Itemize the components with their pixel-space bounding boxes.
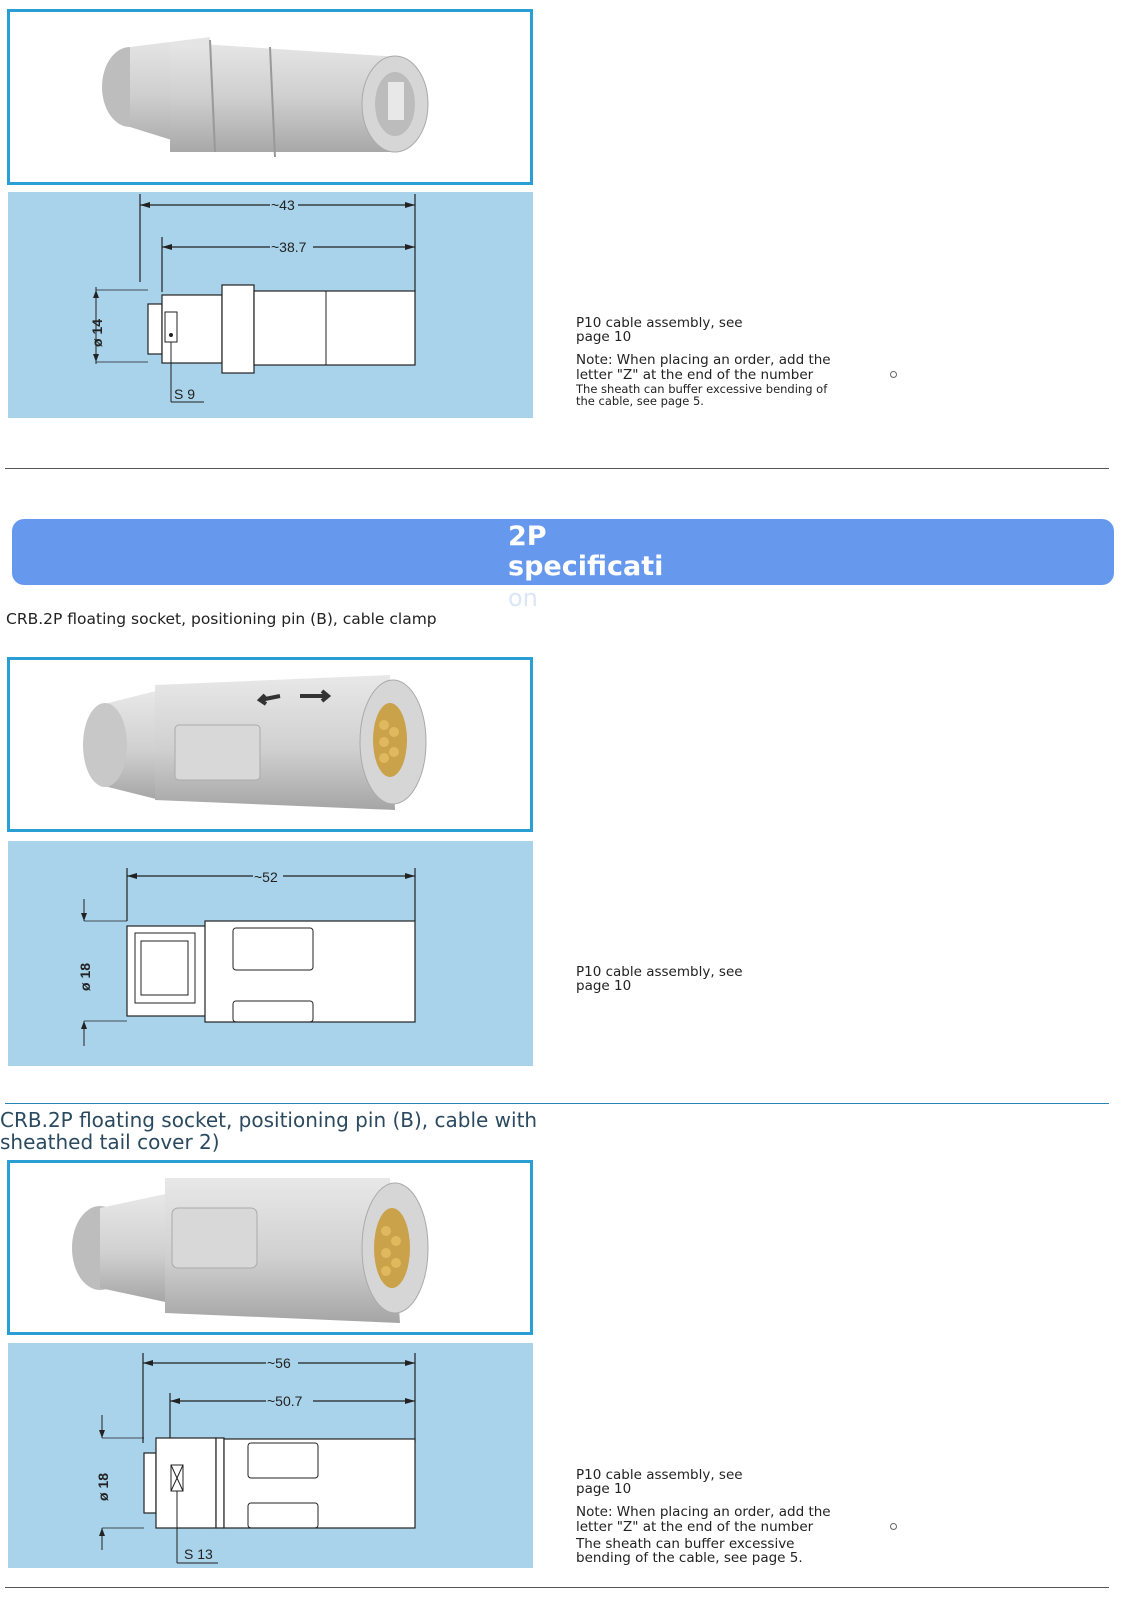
dim-overall-2: ~52	[254, 869, 278, 885]
connector-photo-3	[10, 1163, 530, 1332]
dim-inner-1: ~38.7	[271, 239, 307, 255]
notes-3	[576, 1468, 866, 1565]
dim-overall-1: ~43	[271, 197, 295, 213]
ref-note-2: P10 cable assembly, see page 10	[576, 964, 743, 995]
product-photo-3	[7, 1160, 533, 1335]
connector-photo-1	[10, 12, 530, 182]
dim-diameter-1: ø 14	[89, 318, 105, 347]
technical-drawing-2	[8, 841, 533, 1066]
order-note-3: Note: When placing an order, add the letter "Z" at the end of the number	[576, 1504, 831, 1535]
bullet-dot-1	[890, 371, 897, 378]
divider-1	[5, 468, 1109, 469]
bullet-dot-3	[890, 1523, 897, 1530]
banner-title-overflow: on	[508, 584, 538, 612]
dim-inner-3: ~50.7	[267, 1393, 303, 1409]
dim-diameter-3: ø 18	[95, 1472, 111, 1501]
sheath-note-3: The sheath can buffer excessive bending of the cable, see page 5.	[576, 1535, 803, 1566]
notes-2	[576, 965, 776, 993]
product-photo-1	[7, 9, 533, 185]
dim-overall-3: ~56	[267, 1355, 291, 1371]
caption-3: CRB.2P floating socket, positioning pin (B), cable with sheathed tail cover 2)	[0, 1108, 538, 1154]
order-note-1: Note: When placing an order, add the letter "Z" at the end of the number	[576, 352, 831, 383]
technical-drawing-3	[8, 1343, 533, 1568]
banner-title: 2P specificati	[508, 521, 664, 582]
sheath-note-1: The sheath can buffer excessive bending of the cable, see page 5.	[576, 381, 828, 408]
dim-wrench-3: S 13	[184, 1546, 213, 1562]
ref-note-1: P10 cable assembly, see page 10	[576, 315, 743, 346]
divider-3	[5, 1587, 1109, 1588]
product-photo-2	[7, 657, 533, 832]
divider-2	[5, 1103, 1109, 1104]
dim-diameter-2: ø 18	[77, 962, 93, 991]
notes-1	[576, 316, 866, 407]
ref-note-3: P10 cable assembly, see page 10	[576, 1467, 743, 1498]
caption-2: CRB.2P floating socket, positioning pin (B), cable clamp	[6, 610, 437, 628]
technical-drawing-1	[8, 192, 533, 418]
connector-photo-2	[10, 660, 530, 829]
dim-wrench-1: S 9	[174, 386, 196, 402]
